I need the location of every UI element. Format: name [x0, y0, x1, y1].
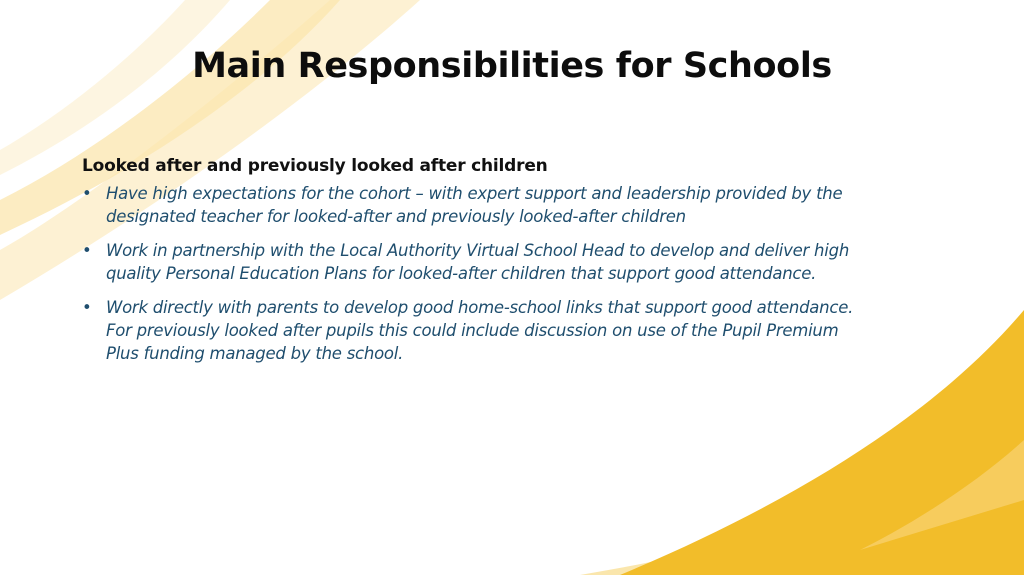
bullet-point-icon: • [82, 184, 92, 203]
bullet-item [82, 296, 872, 365]
bullet-point-icon: • [82, 298, 92, 317]
section-heading: Looked after and previously looked after children [82, 156, 548, 176]
bullet-text: Work in partnership with the Local Authority Virtual School Head to develop and deliver high quality Personal Education Plans for looked-after children that support good attendance. [106, 241, 850, 283]
slide-title: Main Responsibilities for Schools [192, 46, 832, 86]
bullet-text: Have high expectations for the cohort – with expert support and leadership provided by the designated teacher for looked-after and previously looked-after children [106, 184, 843, 226]
content-body [82, 154, 872, 376]
bullet-point-icon: • [82, 241, 92, 260]
bullet-text: Work directly with parents to develop good home-school links that support good attendance. For previously looked after pupils this could include discussion on use of the Pupil Premium Plus funding managed by the school. [106, 298, 854, 363]
bullet-item [82, 182, 872, 228]
bullet-item [82, 239, 872, 285]
bullet-list [82, 182, 872, 365]
